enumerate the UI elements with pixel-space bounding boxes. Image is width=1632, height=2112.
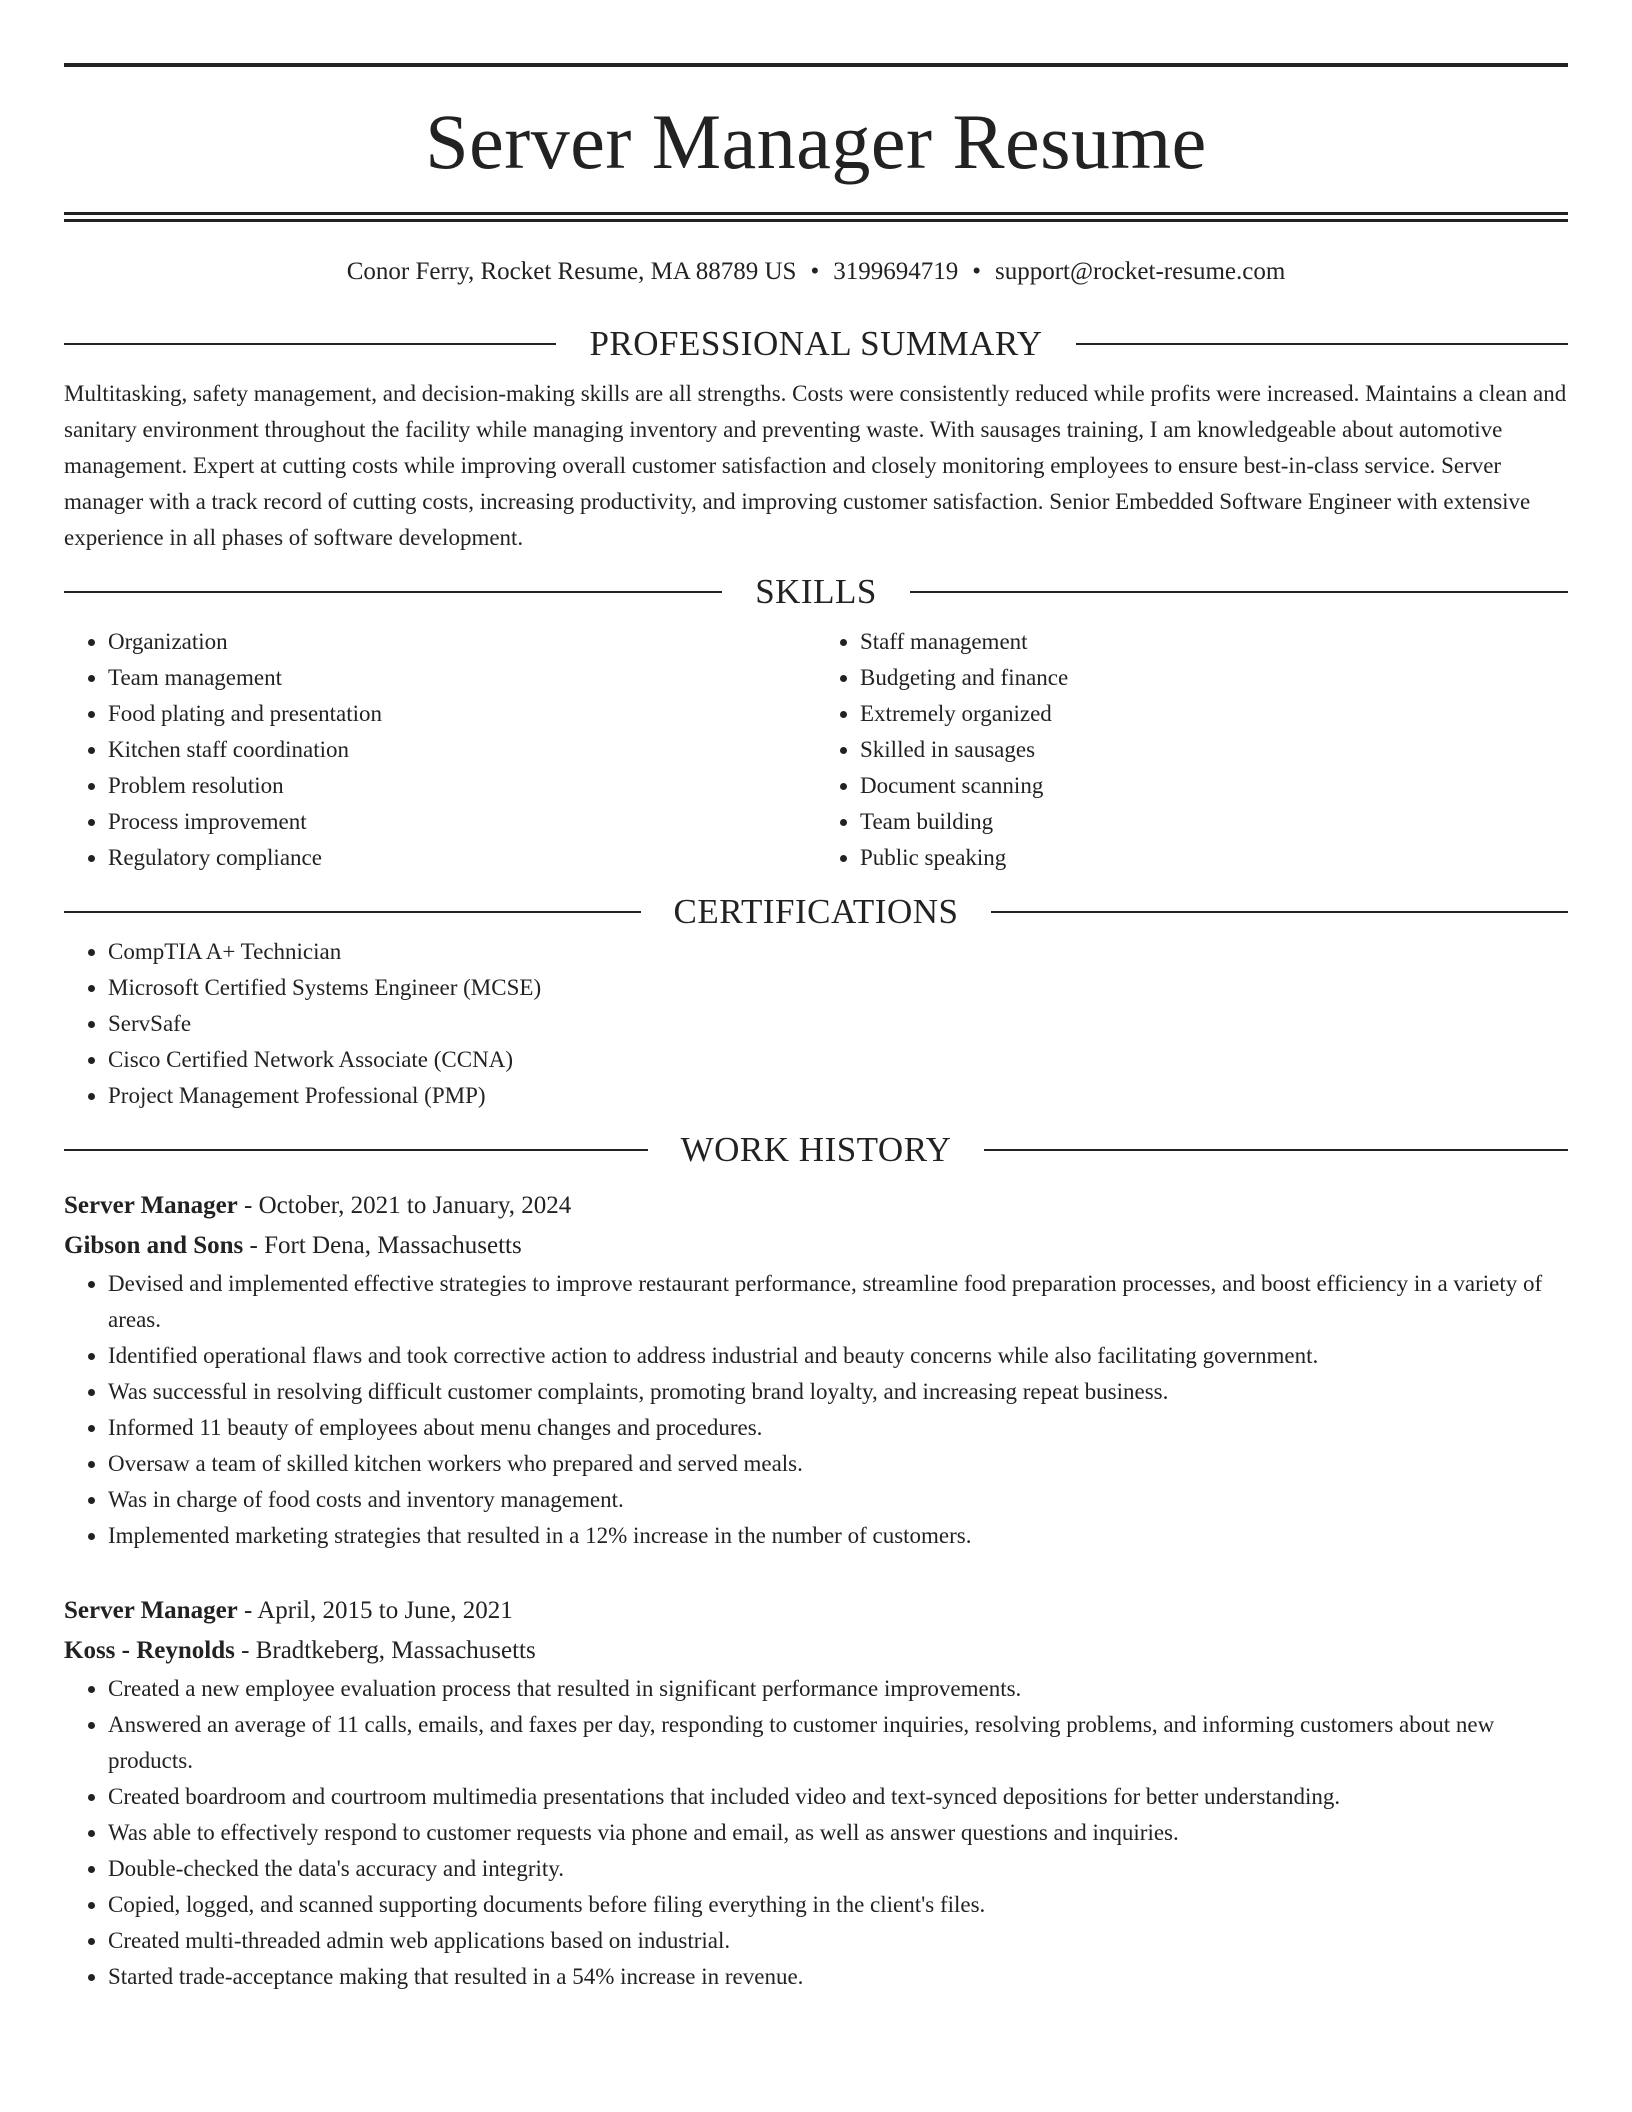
- skill-item: • Process improvement: [108, 804, 816, 840]
- job-role-line: [64, 1186, 1568, 1226]
- skill-item: • Food plating and presentation: [108, 696, 816, 732]
- job-bullet: • Identified operational flaws and took corrective action to address industrial and beauty concerns while also facilitating government.: [108, 1338, 1568, 1374]
- heading-rule-left: [64, 343, 556, 345]
- job-bullet: • Copied, logged, and scanned supporting documents before filing everything in the client's files.: [108, 1887, 1568, 1923]
- heading-rule-left: [64, 591, 722, 593]
- work-history-heading-label: WORK HISTORY: [680, 1130, 952, 1169]
- job-company: Gibson and Sons: [64, 1232, 244, 1259]
- contact-email: support@rocket-resume.com: [994, 258, 1286, 285]
- heading-rule-left: [64, 911, 641, 913]
- contact-line: [64, 257, 1568, 287]
- job-bullet: • Was in charge of food costs and inventory management.: [108, 1482, 1568, 1518]
- job-entry: [64, 1591, 1568, 1995]
- contact-phone: 3199694719: [833, 258, 959, 285]
- job-location: - Bradtkeberg, Massachusetts: [234, 1637, 536, 1664]
- job-bullet: • Answered an average of 11 calls, emails, and faxes per day, responding to customer inquiries, resolving problems, and informing customers about new products.: [108, 1707, 1568, 1779]
- summary-section-heading: [64, 322, 1568, 366]
- job-bullet: • Created boardroom and courtroom multimedia presentations that included video and text-synced depositions for better understanding.: [108, 1779, 1568, 1815]
- job-bullet: • Double-checked the data's accuracy and integrity.: [108, 1851, 1568, 1887]
- contact-separator: •: [972, 258, 981, 285]
- job-bullet: • Implemented marketing strategies that resulted in a 12% increase in the number of customers.: [108, 1518, 1568, 1554]
- job-role: Server Manager: [64, 1192, 238, 1219]
- certification-item: • CompTIA A+ Technician: [108, 934, 1568, 970]
- top-rule: [64, 63, 1568, 67]
- resume-title: Server Manager Resume: [425, 98, 1207, 185]
- certification-item: • ServSafe: [108, 1006, 1568, 1042]
- job-bullet: • Was able to effectively respond to customer requests via phone and email, as well as answer questions and inquiries.: [108, 1815, 1568, 1851]
- contact-name-address: Conor Ferry, Rocket Resume, MA 88789 US: [346, 258, 797, 285]
- certification-item: • Project Management Professional (PMP): [108, 1078, 1568, 1114]
- job-location: - Fort Dena, Massachusetts: [243, 1232, 522, 1259]
- job-bullet: • Created multi-threaded admin web applications based on industrial.: [108, 1923, 1568, 1959]
- job-bullet: • Was successful in resolving difficult customer complaints, promoting brand loyalty, and increasing repeat business.: [108, 1374, 1568, 1410]
- skill-item: • Kitchen staff coordination: [108, 732, 816, 768]
- certifications-section-heading: [64, 890, 1568, 934]
- skill-item: • Regulatory compliance: [108, 840, 816, 876]
- skill-item: • Staff management: [860, 624, 1568, 660]
- heading-rule-right: [910, 591, 1568, 593]
- job-role-line: [64, 1591, 1568, 1631]
- heading-rule-right: [991, 911, 1568, 913]
- job-dates: - October, 2021 to January, 2024: [237, 1192, 572, 1219]
- resume-page: [64, 0, 1568, 1995]
- skill-item: • Skilled in sausages: [860, 732, 1568, 768]
- skill-item: • Public speaking: [860, 840, 1568, 876]
- certification-item: • Cisco Certified Network Associate (CCNA): [108, 1042, 1568, 1078]
- job-bullets: [64, 1671, 1568, 1995]
- skill-item: • Organization: [108, 624, 816, 660]
- skill-item: • Team building: [860, 804, 1568, 840]
- job-dates: - April, 2015 to June, 2021: [237, 1597, 513, 1624]
- job-role: Server Manager: [64, 1597, 238, 1624]
- skills-grid: [64, 624, 1568, 876]
- job-entry: [64, 1186, 1568, 1554]
- skill-item: • Document scanning: [860, 768, 1568, 804]
- skills-list-left: [64, 624, 816, 876]
- skills-list-right: [816, 624, 1568, 876]
- certifications-heading-label: CERTIFICATIONS: [673, 892, 959, 931]
- job-company-line: [64, 1226, 1568, 1266]
- skill-item: • Budgeting and finance: [860, 660, 1568, 696]
- job-bullet: • Devised and implemented effective strategies to improve restaurant performance, streamline food preparation processes, and boost efficiency in a variety of areas.: [108, 1266, 1568, 1338]
- summary-heading-label: PROFESSIONAL SUMMARY: [589, 324, 1043, 363]
- skill-item: • Problem resolution: [108, 768, 816, 804]
- certification-item: • Microsoft Certified Systems Engineer (MCSE): [108, 970, 1568, 1006]
- summary-text: Multitasking, safety management, and decision-making skills are all strengths. Costs were consistently reduced while profits were increased. Maintains a clean and sanitary environment throughout the facility while managing inventory and preventing waste. With sausages training, I am knowledgeable about automotive management. Expert at cutting costs while improving overall customer satisfaction and closely monitoring employees to ensure best-in-class service. Server manager with a track record of cutting costs, increasing productivity, and improving customer satisfaction. Senior Embedded Software Engineer with extensive experience in all phases of software development.: [64, 381, 1567, 550]
- heading-rule-left: [64, 1149, 648, 1151]
- heading-rule-right: [984, 1149, 1568, 1151]
- job-bullet: • Informed 11 beauty of employees about menu changes and procedures.: [108, 1410, 1568, 1446]
- job-company: Koss - Reynolds: [64, 1637, 235, 1664]
- skill-item: • Extremely organized: [860, 696, 1568, 732]
- skills-section-heading: [64, 570, 1568, 614]
- job-bullets: [64, 1266, 1568, 1554]
- title-double-rule: [64, 212, 1568, 222]
- heading-rule-right: [1076, 343, 1568, 345]
- job-bullet: • Created a new employee evaluation process that resulted in significant performance improvements.: [108, 1671, 1568, 1707]
- job-company-line: [64, 1631, 1568, 1671]
- job-bullet: • Started trade-acceptance making that resulted in a 54% increase in revenue.: [108, 1959, 1568, 1995]
- skills-heading-label: SKILLS: [755, 572, 877, 611]
- work-history-section-heading: [64, 1128, 1568, 1172]
- job-bullet: • Oversaw a team of skilled kitchen workers who prepared and served meals.: [108, 1446, 1568, 1482]
- skill-item: • Team management: [108, 660, 816, 696]
- contact-separator: •: [810, 258, 820, 285]
- certifications-list: [64, 934, 1568, 1114]
